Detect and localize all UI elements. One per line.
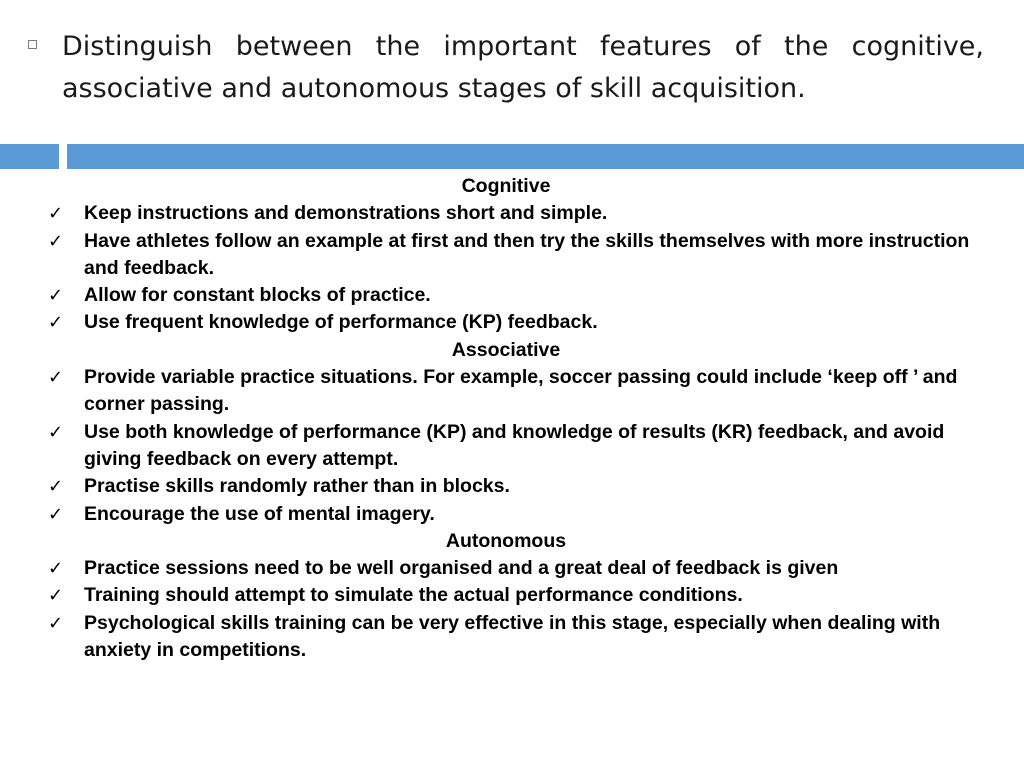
list-item-text: Use frequent knowledge of performance (KP) feedback. bbox=[84, 311, 598, 334]
checkmark-icon: ✓ bbox=[48, 312, 64, 334]
slide-title-block bbox=[28, 26, 984, 110]
list-item bbox=[40, 610, 980, 665]
list-item bbox=[40, 282, 980, 309]
checkmark-icon: ✓ bbox=[48, 203, 64, 225]
accent-bar-right bbox=[67, 144, 1024, 169]
list-item bbox=[40, 228, 980, 283]
list-item-text: Keep instructions and demonstrations short and simple. bbox=[84, 202, 608, 225]
checkmark-icon: ✓ bbox=[48, 612, 64, 634]
slide-title: Distinguish between the important features of the cognitive, associative and autonomous stages of skill acquisition. bbox=[62, 31, 984, 104]
checkmark-icon: ✓ bbox=[48, 285, 64, 307]
list-item-text: Psychological skills training can be very effective in this stage, especially when dealing with anxiety in competitions. bbox=[84, 611, 941, 662]
list-item bbox=[40, 501, 980, 528]
list-item bbox=[40, 473, 980, 500]
list-item bbox=[40, 419, 980, 474]
hollow-square-bullet-icon bbox=[28, 40, 37, 49]
list-item-text: Training should attempt to simulate the actual performance conditions. bbox=[84, 584, 743, 607]
accent-bar-left bbox=[0, 144, 59, 169]
list-item-text: Practice sessions need to be well organised and a great deal of feedback is given bbox=[84, 557, 839, 580]
checkmark-icon: ✓ bbox=[48, 558, 64, 580]
checkmark-icon: ✓ bbox=[48, 585, 64, 607]
checkmark-icon: ✓ bbox=[48, 367, 64, 389]
section-heading-cognitive: Cognitive bbox=[461, 175, 551, 197]
checkmark-icon: ✓ bbox=[48, 503, 64, 525]
list-item bbox=[40, 309, 980, 336]
list-item-text: Encourage the use of mental imagery. bbox=[84, 502, 435, 525]
list-item bbox=[40, 200, 980, 227]
section-heading-autonomous: Autonomous bbox=[445, 529, 567, 552]
slide-content bbox=[40, 173, 980, 664]
list-item-text: Use both knowledge of performance (KP) and knowledge of results (KR) feedback, and avoid giving feedback on every attempt. bbox=[84, 420, 945, 470]
checkmark-icon: ✓ bbox=[48, 421, 64, 443]
checkmark-icon: ✓ bbox=[48, 230, 64, 252]
section-heading-associative: Associative bbox=[451, 338, 561, 361]
checkmark-icon: ✓ bbox=[48, 476, 64, 498]
list-item bbox=[40, 582, 980, 609]
list-item-text: Have athletes follow an example at first and then try the skills themselves with more instruction and feedback. bbox=[84, 229, 970, 279]
list-item-text: Provide variable practice situations. For example, soccer passing could include ‘keep off ’ and corner passing. bbox=[84, 366, 958, 416]
list-item bbox=[40, 555, 980, 582]
list-item bbox=[40, 364, 980, 419]
list-item-text: Practise skills randomly rather than in blocks. bbox=[84, 475, 510, 498]
list-item-text: Allow for constant blocks of practice. bbox=[84, 284, 431, 307]
